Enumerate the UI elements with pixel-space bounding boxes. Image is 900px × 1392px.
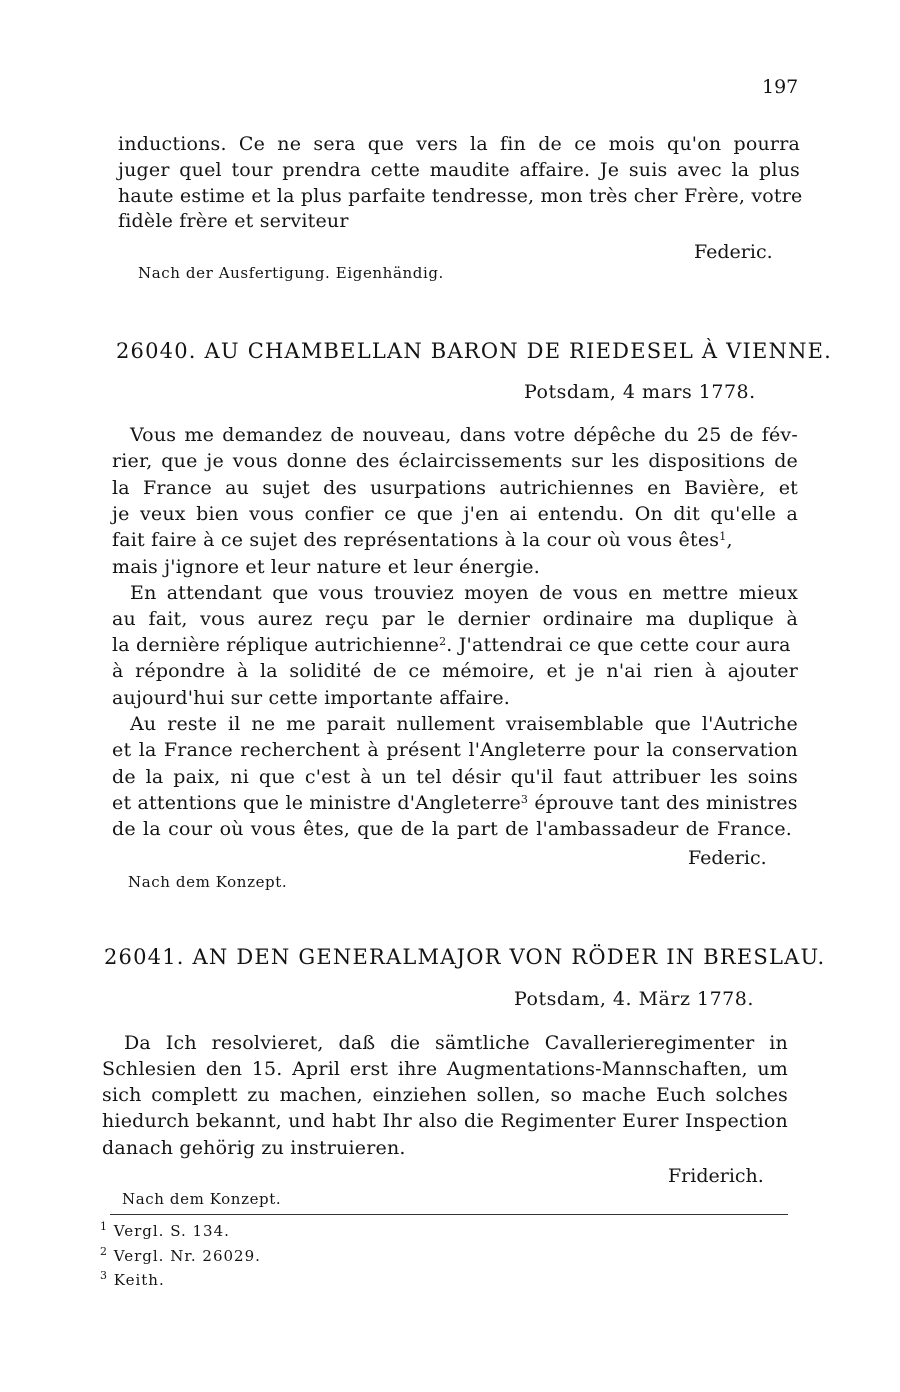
text-fragment: fait faire à ce sujet des représentations à la cour où vous êtes bbox=[112, 529, 720, 551]
footnote-text: Vergl. Nr. 26029. bbox=[113, 1247, 261, 1265]
dateline: Potsdam, 4. März 1778. bbox=[514, 988, 754, 1010]
text-line: à répondre à la solidité de ce mémoire, et je n'ai rien à ajouter bbox=[112, 660, 798, 682]
footnote bbox=[100, 1268, 165, 1289]
text-fragment: et attentions que le ministre d'Angleterre bbox=[112, 792, 521, 814]
footnote bbox=[100, 1219, 230, 1240]
text-line: En attendant que vous trouviez moyen de vous en mettre mieux bbox=[130, 582, 798, 604]
text-line: Da Ich resolvieret, daß die sämtliche Cavallerieregimenter in bbox=[124, 1032, 788, 1054]
text-fragment: . J'attendrai ce que cette cour aura bbox=[446, 634, 791, 656]
text-line: je veux bien vous confier ce que j'en ai entendu. On dit qu'elle a bbox=[112, 503, 798, 525]
page-number: 197 bbox=[762, 76, 799, 98]
footnote-text: Vergl. S. 134. bbox=[113, 1222, 230, 1240]
text-line-with-note bbox=[112, 634, 791, 656]
footnote bbox=[100, 1244, 261, 1265]
source-note: Nach der Ausfertigung. Eigenhändig. bbox=[138, 264, 444, 282]
text-line: sich complett zu machen, einziehen sollen, so mache Euch solches bbox=[102, 1084, 788, 1106]
letter-heading: 26040. AU CHAMBELLAN BARON DE RIEDESEL À VIENNE. bbox=[116, 339, 833, 363]
footnote-mark: 2 bbox=[100, 1244, 108, 1258]
text-line: Schlesien den 15. April erst ihre Augmentations-Mannschaften, um bbox=[102, 1058, 788, 1080]
text-line: hiedurch bekannt, und habt Ihr also die Regimenter Eurer Inspection bbox=[102, 1110, 788, 1132]
footnote-ref: 3 bbox=[520, 792, 529, 806]
text-line: et la France recherchent à présent l'Angleterre pour la conservation bbox=[112, 739, 798, 761]
text-line-with-note: fait faire à ce sujet des représentations à la cour où vous êtes$^1$, bbox=[112, 529, 733, 551]
text-line: inductions. Ce ne sera que vers la fin de ce mois qu'on pourra bbox=[118, 133, 800, 155]
signature: Friderich. bbox=[668, 1165, 764, 1187]
text-line: Au reste il ne me parait nullement vraisemblable que l'Autriche bbox=[130, 713, 798, 735]
text-line: mais j'ignore et leur nature et leur énergie. bbox=[112, 556, 540, 578]
footnote-mark: 3 bbox=[100, 1268, 108, 1282]
text-line: aujourd'hui sur cette importante affaire. bbox=[112, 687, 510, 709]
footnote-ref: 1 bbox=[719, 529, 727, 543]
footnote-text: Keith. bbox=[113, 1271, 165, 1289]
text-fragment: éprouve tant des ministres bbox=[528, 792, 798, 814]
signature: Federic. bbox=[694, 241, 773, 263]
text-line: de la paix, ni que c'est à un tel désir qu'il faut attribuer les soins bbox=[112, 766, 798, 788]
text-line: la France au sujet des usurpations autrichiennes en Bavière, et bbox=[112, 477, 798, 499]
text-line: de la cour où vous êtes, que de la part de l'ambassadeur de France. bbox=[112, 818, 792, 840]
signature: Federic. bbox=[688, 847, 767, 869]
text-line: Vous me demandez de nouveau, dans votre dépêche du 25 de fév- bbox=[130, 424, 798, 446]
footnote-mark: 1 bbox=[100, 1219, 108, 1233]
text-line: danach gehörig zu instruieren. bbox=[102, 1137, 406, 1159]
dateline: Potsdam, 4 mars 1778. bbox=[524, 381, 756, 403]
footnote-rule bbox=[110, 1214, 788, 1215]
text-line: rier, que je vous donne des éclaircissements sur les dispositions de bbox=[112, 450, 798, 472]
text-line: au fait, vous aurez reçu par le dernier ordinaire ma duplique à bbox=[112, 608, 798, 630]
source-note: Nach dem Konzept. bbox=[122, 1190, 282, 1208]
text-fragment: la dernière réplique autrichienne bbox=[112, 634, 440, 656]
text-line: fidèle frère et serviteur bbox=[118, 210, 349, 232]
letter-heading: 26041. AN DEN GENERALMAJOR VON RÖDER IN BRESLAU. bbox=[104, 945, 826, 969]
text-line-with-note bbox=[112, 792, 798, 814]
text-line: haute estime et la plus parfaite tendresse, mon très cher Frère, votre bbox=[118, 185, 803, 207]
source-note: Nach dem Konzept. bbox=[128, 873, 288, 891]
text-line: juger quel tour prendra cette maudite affaire. Je suis avec la plus bbox=[118, 159, 800, 181]
footnote-ref: 2 bbox=[439, 634, 447, 648]
